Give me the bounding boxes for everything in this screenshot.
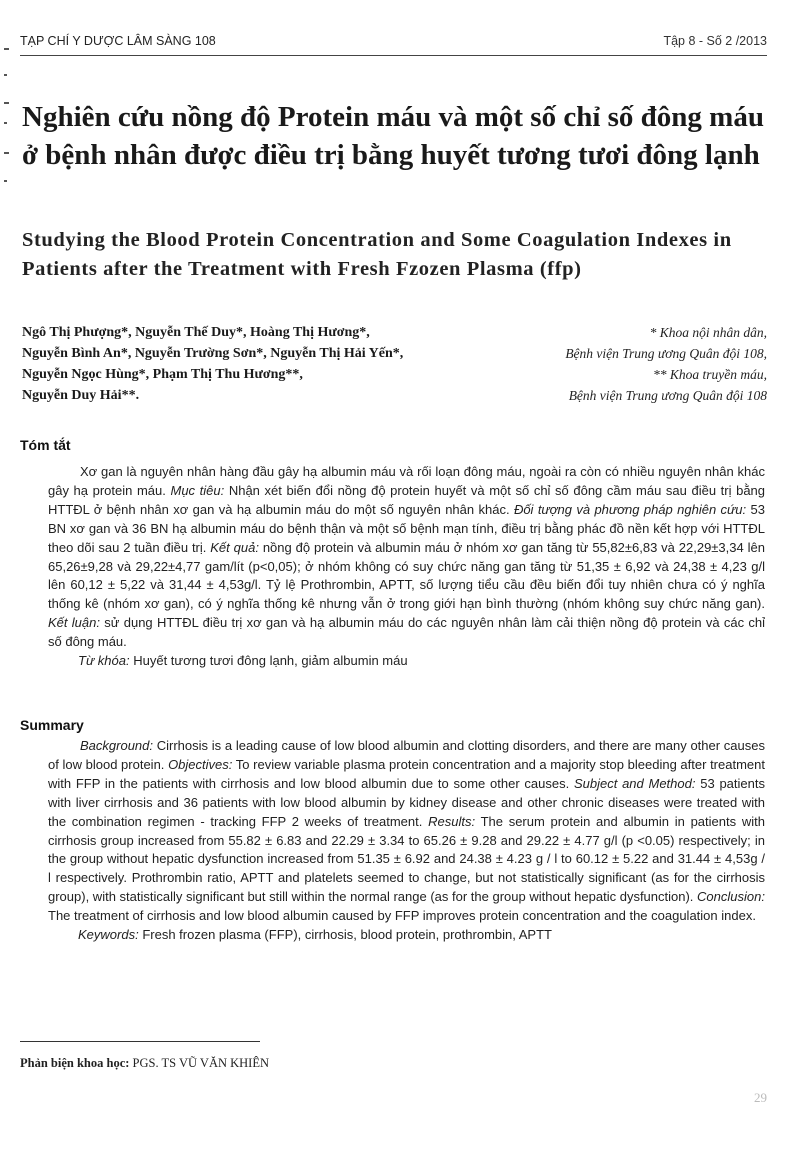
abstract-vi-heading: Tóm tắt bbox=[20, 437, 71, 453]
conclusion-text: sử dụng HTTĐL điều trị xơ gan và hạ albumin máu do các nguyên nhân làm cải thiện nồng độ protein và các chỉ số đông máu. bbox=[48, 615, 765, 650]
header-divider bbox=[20, 55, 767, 56]
results-label: Results: bbox=[428, 813, 476, 829]
abstract-vietnamese bbox=[48, 463, 765, 671]
results-text: The serum protein and albumin in patients with cirrhosis group increased from 55.82 ± 6.83 and 22.29 ± 3.34 to 65.26 ± 9.28 and 29.22 ± 4.77 g/l (p <0.05) respectively; in the group without hepatic dysfunction increased from 51.35 ± 6.92 and 24.38 ± 4.23 g / l to 60.12 ± 5.22 and 31.44 ± 4,53g / l respectively. Prothrombin ratio, APTT and platelets seemed to change, but not statistically significant (as for the cirrhosis group), with statistically significant but still within the normal range (as for the group without hepatic dysfunction). bbox=[48, 813, 765, 905]
page-number: 29 bbox=[754, 1090, 767, 1105]
footnote-divider bbox=[20, 1041, 260, 1042]
abstract-vi-intro: Xơ gan là nguyên nhân hàng đầu gây hạ albumin máu và rối loạn đông máu, ngoài ra còn có nhiều nguyên nhân khác gây hạ protein máu. bbox=[48, 464, 765, 498]
affiliations bbox=[477, 322, 767, 406]
background-label: Background: bbox=[80, 738, 153, 753]
journal-name: TẠP CHÍ Y DƯỢC LÂM SÀNG 108 bbox=[20, 34, 216, 48]
article-title-english: Studying the Blood Protein Concentration and Some Coagulation Indexes in Patients after the Treatment with Fresh Fzozen Plasma (ffp) bbox=[22, 229, 732, 280]
result-label: Kết quả: bbox=[210, 539, 259, 555]
reviewer-label: Phản biện khoa học: bbox=[20, 1056, 130, 1070]
conclusion-label: Kết luận: bbox=[48, 615, 100, 631]
scan-margin-marks bbox=[2, 40, 16, 200]
objectives-label: Objectives: bbox=[168, 756, 233, 772]
abstract-en-heading: Summary bbox=[20, 717, 84, 733]
article-title-vietnamese: Nghiên cứu nồng độ Protein máu và một số chỉ số đông máu ở bệnh nhân được điều trị bằng huyết tương tươi đông lạnh bbox=[22, 101, 764, 171]
result-text: nồng độ protein và albumin máu ở nhóm xơ gan tăng từ 55,82±6,83 và 22,29±3,34 lên 65,26±9,28 và 29,22±4,77 gam/lít (p<0,05); ở nhóm không có suy chức năng gan tăng từ 51,35 ± 6,92 và 24,38 ± 4,23 g/l lên 60,12 ± 5,22 và 31,44 ± 4,53g/l. Tỷ lệ Prothrombin, APTT, số lượng tiểu cầu đều biến đổi tuy nhiên chưa có ý nghĩa thống kê (nhóm xơ gan), có ý nghĩa thống kê nhưng vẫn ở trong giới hạn bình thường (nhóm không suy chức năng gan). bbox=[48, 539, 765, 612]
keywords-en bbox=[48, 926, 765, 945]
affiliation-line: * Khoa nội nhân dân, bbox=[649, 325, 767, 340]
background-text: Cirrhosis is a leading cause of low blood albumin and clotting disorders, and there are many other causes of low blood protein. bbox=[48, 738, 765, 772]
reviewer-name: PGS. TS VŨ VĂN KHIÊN bbox=[132, 1056, 270, 1070]
keywords-en-label: Keywords: bbox=[78, 927, 139, 943]
method-text: 53 BN xơ gan và 36 BN hạ albumin máu do bệnh thận và một số bệnh mạn tính, điều trị bằng phác đồ nền kết hợp với HTTĐL theo dõi sau 2 tuần điều trị. bbox=[48, 501, 765, 555]
author-list bbox=[22, 322, 502, 406]
keywords-en-text: Fresh frozen plasma (FFP), cirrhosis, blood protein, prothrombin, APTT bbox=[142, 927, 552, 943]
subject-method-text: 53 patients with liver cirrhosis and 36 patients with low blood albumin by kidney disease and other chronic diseases were treated with the combination regimen - tracking FFP 2 weeks of treatment. bbox=[48, 775, 765, 829]
issue-info: Tập 8 - Số 2 /2013 bbox=[663, 34, 767, 48]
keywords-vi bbox=[48, 652, 765, 671]
author-line: Nguyễn Bình An*, Nguyễn Trường Sơn*, Nguyễn Thị Hải Yến*, bbox=[22, 346, 404, 361]
author-line: Nguyễn Ngọc Hùng*, Phạm Thị Thu Hương**, bbox=[22, 367, 303, 382]
objective-text: Nhận xét biến đổi nồng độ protein huyết và một số chỉ số đông cầm máu sau điều trị bằng HTTĐL ở bệnh nhân xơ gan và hạ albumin máu do một số nguyên nhân khác. bbox=[48, 482, 766, 517]
keywords-vi-label: Từ khóa: bbox=[78, 653, 130, 669]
abstract-vi-paragraph bbox=[48, 463, 765, 652]
conclusion-en-label: Conclusion: bbox=[697, 889, 765, 905]
affiliation-line: Bệnh viện Trung ương Quân đội 108, bbox=[565, 346, 767, 361]
running-header bbox=[20, 34, 767, 52]
affiliation-line: Bệnh viện Trung ương Quân đội 108 bbox=[568, 388, 767, 403]
author-line: Nguyễn Duy Hải**. bbox=[22, 388, 140, 403]
objective-label: Mục tiêu: bbox=[170, 482, 225, 498]
conclusion-en-text: The treatment of cirrhosis and low blood albumin caused by FFP improves protein concentration and the coagulation index. bbox=[48, 908, 756, 924]
objectives-text: To review variable plasma protein concentration and a majority stop bleeding after treatment with FFP in the patients with cirrhosis and low blood albumin due to some other causes. bbox=[48, 756, 765, 791]
subject-method-label: Subject and Method: bbox=[573, 775, 696, 791]
method-label: Đối tượng và phương pháp nghiên cứu: bbox=[513, 501, 747, 517]
abstract-en-paragraph bbox=[48, 737, 765, 926]
scientific-reviewer bbox=[20, 1056, 269, 1071]
keywords-vi-text: Huyết tương tươi đông lạnh, giảm albumin máu bbox=[133, 653, 408, 669]
affiliation-line: ** Khoa truyền máu, bbox=[653, 367, 767, 382]
abstract-english bbox=[48, 737, 765, 945]
author-line: Ngô Thị Phượng*, Nguyễn Thế Duy*, Hoàng Thị Hương*, bbox=[22, 325, 370, 340]
